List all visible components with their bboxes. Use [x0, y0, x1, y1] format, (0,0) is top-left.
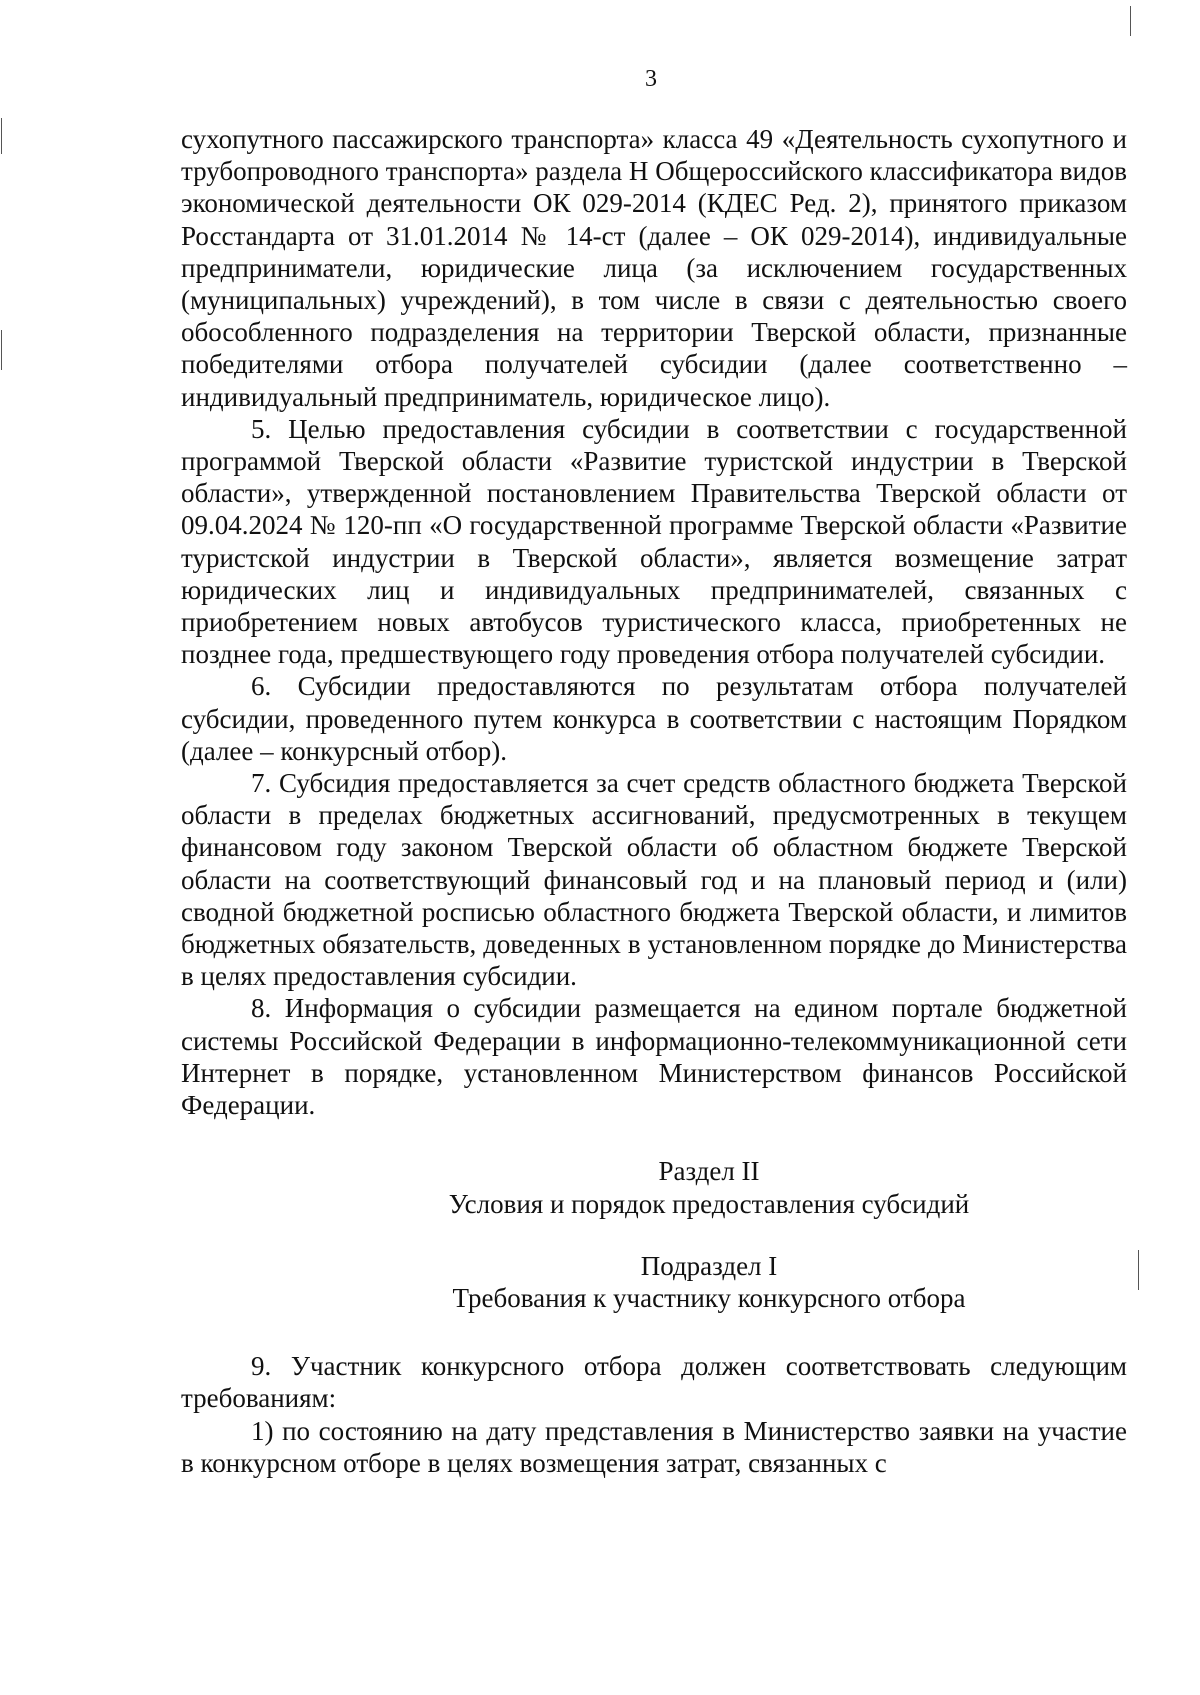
section-title: Условия и порядок предоставления субсидий [448, 1188, 970, 1219]
document-body [181, 123, 1127, 1479]
subsection-label: Подраздел I [640, 1250, 778, 1281]
paragraph-6: 6. Субсидии предоставляются по результатам отбора получателей субсидии, проведенного путем конкурса в соответствии с настоящим Порядком (далее – конкурсный отбор). [181, 671, 1127, 766]
subsection-title: Требования к участнику конкурсного отбора [452, 1282, 966, 1313]
scan-artifact-right-2 [1138, 1250, 1139, 1290]
section-label: Раздел II [658, 1156, 760, 1187]
scan-artifact-left-1 [1, 118, 2, 154]
paragraph-9: 9. Участник конкурсного отбора должен соответствовать следующим требованиям: [181, 1351, 1127, 1414]
paragraph-4-continuation: сухопутного пассажирского транспорта» класса 49 «Деятельность сухопутного и трубопроводного транспорта» раздела Н Общероссийского классификатора видов экономической деятельности ОК 029-2014 (КДЕС Ред. 2), принятого приказом Росстандарта от 31.01.2014 № 14-ст (далее – ОК 029-2014), индивидуальные предприниматели, юридические лица (за исключением государственных (муниципальных) учреждений), в том числе в связи с деятельностью своего обособленного подразделения на территории Тверской области, признанные победителями отбора получателей субсидии (далее соответственно – индивидуальный предприниматель, юридическое лицо). [181, 124, 1127, 412]
paragraph-9-item-1: 1) по состоянию на дату представления в Министерство заявки на участие в конкурсном отборе в целях возмещения затрат, связанных с [181, 1415, 1127, 1478]
paragraph-5: 5. Целью предоставления субсидии в соответствии с государственной программой Тверской области «Развитие туристской индустрии в Тверской области», утвержденной постановлением Правительства Тверской области от 09.04.2024 № 120-пп «О государственной программе Тверской области «Развитие туристской индустрии в Тверской области», является возмещение затрат юридических лиц и индивидуальных предпринимателей, связанных с приобретением новых автобусов туристического класса, приобретенных не позднее года, предшествующего году проведения отбора получателей субсидии. [181, 413, 1127, 670]
scan-artifact-right-1 [1130, 6, 1131, 36]
scan-artifact-left-2 [1, 330, 2, 370]
paragraph-7: 7. Субсидия предоставляется за счет средств областного бюджета Тверской области в пределах бюджетных ассигнований, предусмотренных в текущем финансовом году законом Тверской области об областном бюджете Тверской области на соответствующий финансовый год и на плановый период и (или) сводной бюджетной росписью областного бюджета Тверской области, и лимитов бюджетных обязательств, доведенных в установленном порядке до Министерства в целях предоставления субсидии. [181, 768, 1127, 992]
paragraph-8: 8. Информация о субсидии размещается на едином портале бюджетной системы Российской Федерации в информационно-телекоммуникационной сети Интернет в порядке, установленном Министерством финансов Российской Федерации. [181, 993, 1127, 1121]
page-number: 3 [645, 66, 657, 92]
